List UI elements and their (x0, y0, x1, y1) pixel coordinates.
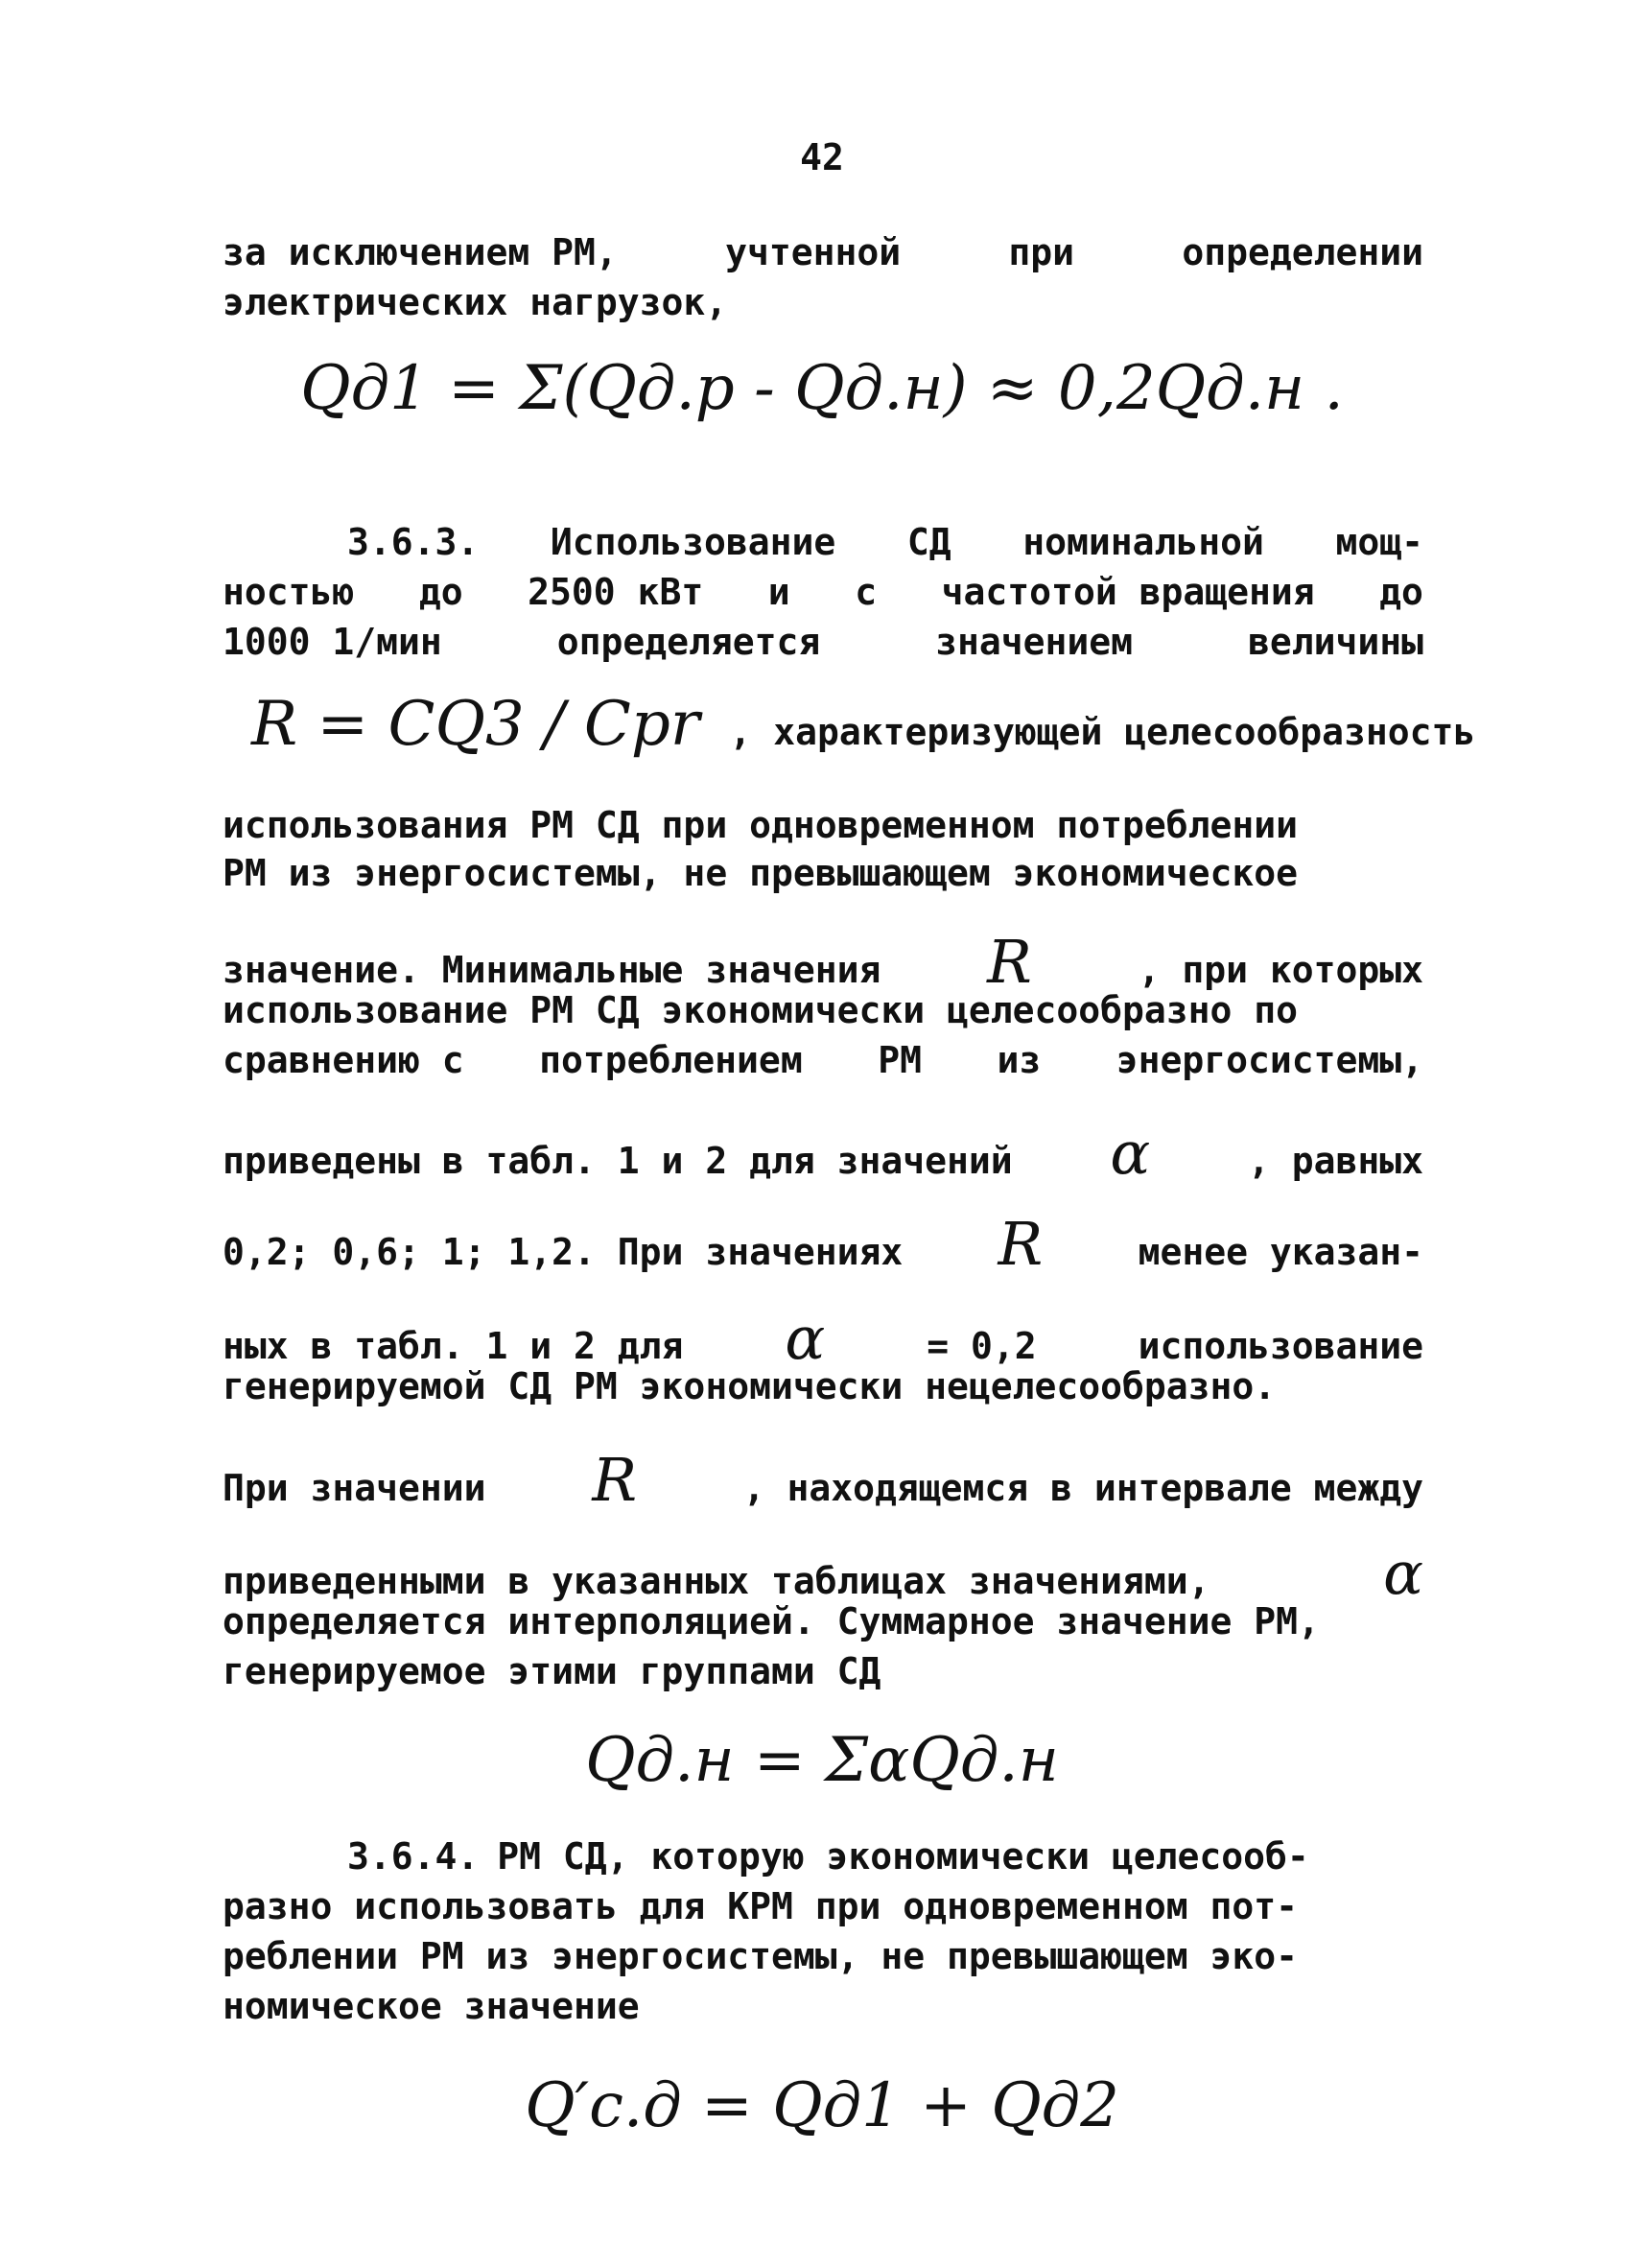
text-line: разно использовать для КРМ при одновременном пот- (223, 1885, 1299, 1927)
text-line: использование РМ СД экономически целесообразно по (223, 989, 1299, 1031)
text-line: 1000 1/мин определяется значением величины (223, 621, 1423, 663)
symbol-alpha: α (1383, 1538, 1423, 1608)
text-line: генерируемое этими группами СД (223, 1650, 881, 1692)
text-line: приведены в табл. 1 и 2 для значений α , равных (223, 1118, 1423, 1188)
text-line: 0,2; 0,6; 1; 1,2. При значениях R менее указан- (223, 1209, 1423, 1279)
formula-qd1: Qд1 = Σ(Qд.р - Qд.н) ≈ 0,2Qд.н . (300, 353, 1344, 424)
symbol-r: R (987, 927, 1032, 997)
symbol-alpha: α (1110, 1118, 1151, 1188)
text-line: ностью до 2500 кВт и с частотой вращения до (223, 571, 1423, 613)
page-number: 42 (800, 136, 844, 178)
text-line: приведенными в указанных таблицах значениями, α (223, 1538, 1423, 1608)
text-line: номическое значение (223, 1985, 640, 2027)
text-line: РМ из энергосистемы, не превышающем экономическое (223, 852, 1299, 894)
symbol-r: R (592, 1445, 637, 1515)
formula-qcd: Q′c.д = Qд1 + Qд2 (525, 2070, 1119, 2141)
text-line: ных в табл. 1 и 2 для α = 0,2 использование (223, 1303, 1423, 1373)
text-line: R = CQ3 / Cpr , характеризующей целесообразность (251, 689, 1476, 760)
text-line: сравнению с потреблением РМ из энергосистемы, (223, 1039, 1423, 1081)
formula-r-ratio: R = CQ3 / Cpr (251, 689, 700, 760)
symbol-r: R (998, 1209, 1044, 1279)
formula-qdn: Qд.н = ΣαQд.н (585, 1725, 1059, 1796)
symbol-alpha: α (785, 1303, 826, 1373)
text-line: использования РМ СД при одновременном потреблении (223, 804, 1299, 846)
text-line: определяется интерполяцией. Суммарное значение РМ, (223, 1600, 1320, 1642)
section-3-6-4-heading-line: 3.6.4. РМ СД, которую экономически целесооб- (347, 1835, 1309, 1878)
section-3-6-3-heading-line: 3.6.3. Использование СД номинальной мощ- (347, 521, 1423, 563)
text-line: электрических нагрузок, (223, 281, 728, 323)
text-line: генерируемой СД РМ экономически нецелесообразно. (223, 1365, 1277, 1407)
text-line: При значении R , находящемся в интервале между (223, 1445, 1423, 1515)
text-line: значение. Минимальные значения R , при которых (223, 927, 1423, 997)
text-line: за исключением РМ, учтенной при определении (223, 231, 1423, 273)
text-line: реблении РМ из энергосистемы, не превышающем эко- (223, 1935, 1299, 1977)
